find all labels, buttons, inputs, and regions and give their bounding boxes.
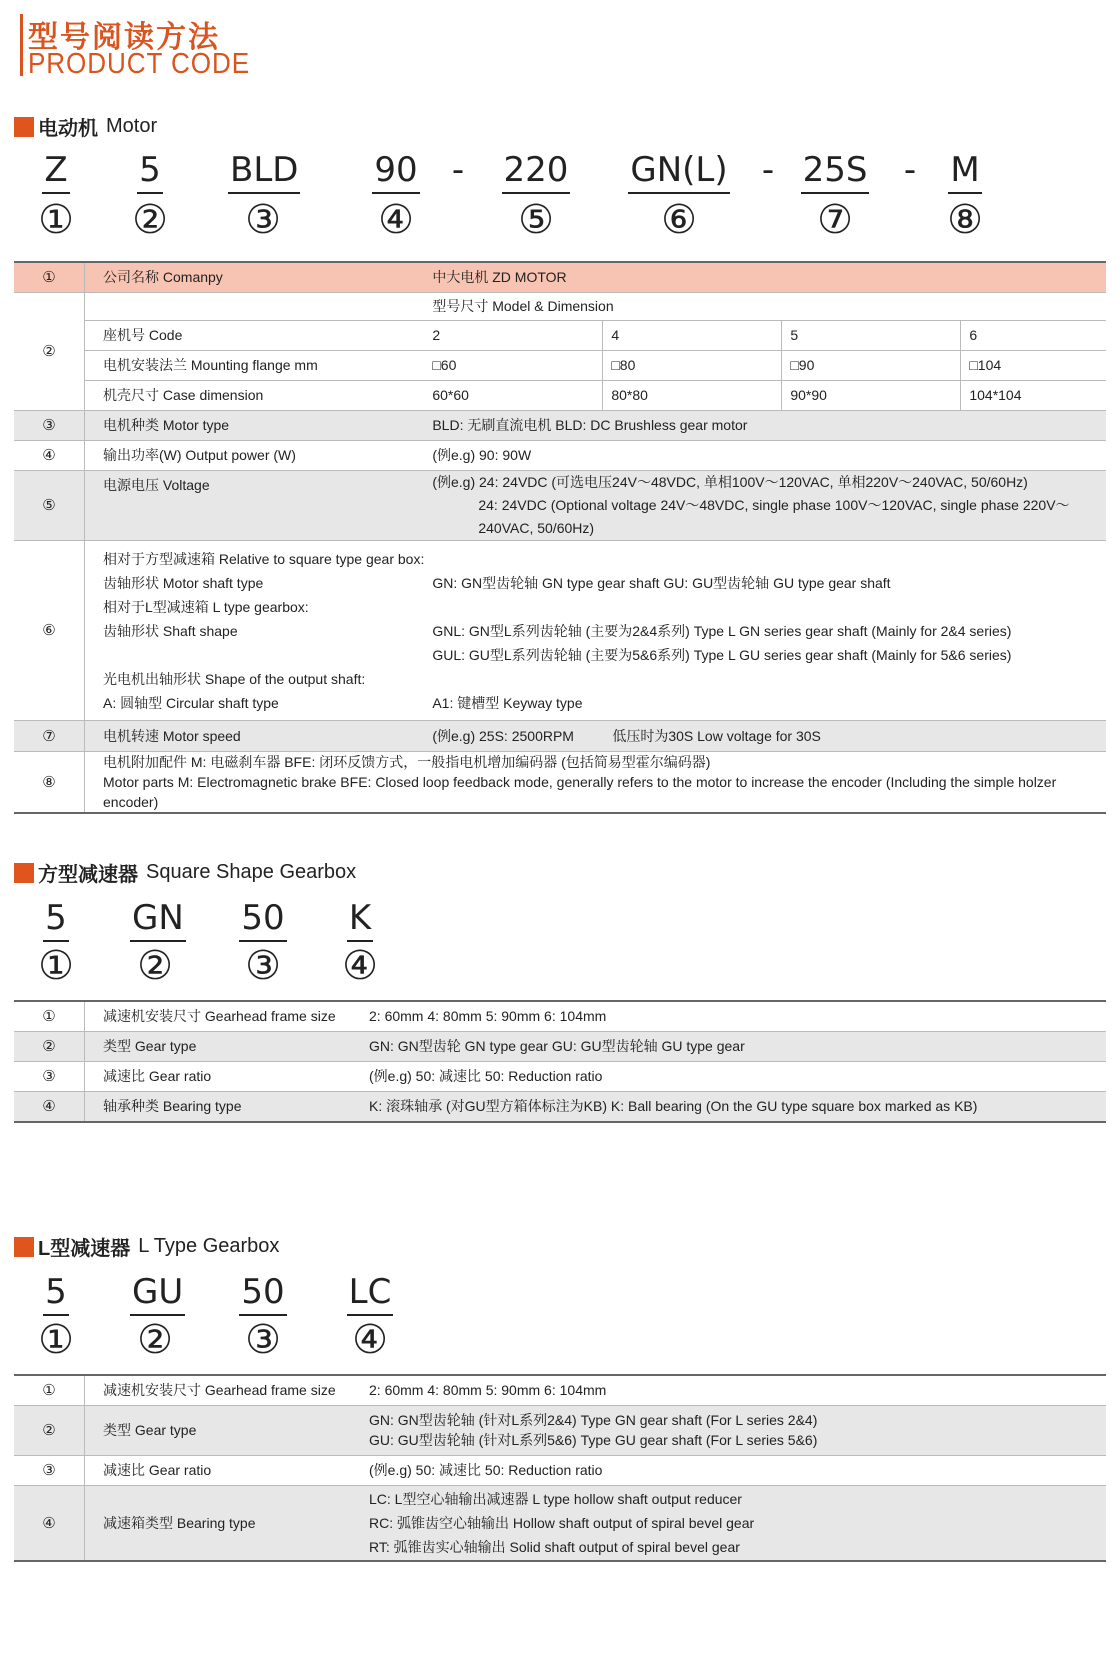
code-segment: 5: [36, 1272, 76, 1316]
cell: 2: [432, 327, 441, 343]
row-value-line: LC: L型空心轴输出减速器 L type hollow shaft output reducer: [369, 1490, 742, 1507]
row-label: 减速机安装尺寸 Gearhead frame size: [103, 1382, 336, 1399]
row-label: 减速比 Gear ratio: [103, 1462, 212, 1478]
table-row: [14, 1001, 1106, 1031]
code-dash: -: [903, 150, 917, 190]
table-row: [14, 410, 1106, 440]
row-value: 低压时为30S Low voltage for 30S: [612, 727, 821, 744]
row-label: 机壳尺寸 Case dimension: [103, 387, 264, 403]
table-row: [14, 1455, 1106, 1485]
row-label: 输出功率(W) Output power (W): [103, 447, 296, 463]
table-row: [14, 1405, 1106, 1455]
position-number: ③: [245, 197, 281, 243]
row-label: 电机种类 Motor type: [85, 410, 425, 440]
table-row: [14, 1031, 1106, 1061]
row-label: 齿轴形状 Motor shaft type: [103, 575, 264, 591]
row-value: 2: 60mm 4: 80mm 5: 90mm 6: 104mm: [369, 1382, 607, 1399]
ltype-spec-table: [14, 1374, 1106, 1562]
position-number: ③: [245, 1317, 281, 1363]
position-number: ①: [38, 1317, 74, 1363]
section-title-cn: L型减速器: [38, 1238, 131, 1260]
cell: □80: [603, 350, 782, 380]
row-value: BLD: 无刷直流电机 BLD: DC Brushless gear motor: [424, 410, 1106, 440]
code-segment: K: [340, 898, 380, 942]
section-title-ltype: [14, 1232, 279, 1261]
cell: 60*60: [432, 387, 469, 403]
table-row: [14, 720, 1106, 751]
cell: 90*90: [782, 380, 961, 410]
row-value: GN: GN型齿轮轴 GN type gear shaft GU: GU型齿轮轴 GU type gear shaft: [432, 575, 891, 591]
position-number: ④: [342, 943, 378, 989]
row-number: ④: [14, 1485, 85, 1561]
row-value: K: 滚珠轴承 (对GU型方箱体标注为KB) K: Ball bearing (On the GU type square box marked as KB): [361, 1091, 1106, 1122]
section-title-square: [14, 858, 356, 887]
position-number: ①: [38, 943, 74, 989]
header-accent-bar: [20, 14, 23, 76]
row-number: ⑥: [14, 540, 85, 720]
row-label: 光电机出轴形状 Shape of the output shaft:: [103, 671, 366, 687]
table-row: [14, 540, 1106, 720]
table-row: [14, 751, 1106, 813]
code-segment: GU: [130, 1272, 180, 1316]
position-number: ④: [378, 197, 414, 243]
position-number: ④: [352, 1317, 388, 1363]
row-number: ③: [14, 1061, 85, 1091]
page-title-cn: 型号阅读方法: [28, 21, 220, 54]
code-segment: 90: [366, 150, 426, 194]
row-value: (例e.g) 90: 90W: [432, 447, 532, 463]
code-segment: GN(L): [624, 150, 734, 194]
cell: □60: [432, 357, 457, 373]
row-value-line: (例e.g) 24: 24VDC (可选电压24V～48VDC, 单相100V～120VAC, 单相220V～240VAC, 50/60Hz): [432, 473, 1028, 490]
row-label: 相对于L型减速箱 L type gearbox:: [103, 599, 309, 615]
code-segment: 5: [36, 898, 76, 942]
row-number: ①: [14, 1001, 85, 1031]
row-value: GN: GN型齿轮 GN type gear GU: GU型齿轮轴 GU type gear: [361, 1031, 1106, 1061]
row-label: 齿轴形状 Shaft shape: [103, 623, 238, 639]
table-row: [14, 470, 1106, 540]
table-row: [14, 440, 1106, 470]
row-label: 相对于方型减速箱 Relative to square type gear box:: [103, 551, 425, 567]
row-label: 减速比 Gear ratio: [103, 1068, 212, 1084]
table-row: [14, 1091, 1106, 1122]
cell: □90: [782, 350, 961, 380]
section-marker: [14, 863, 34, 883]
position-number: ⑤: [518, 197, 554, 243]
row-value: GNL: GN型L系列齿轮轴 (主要为2&4系列) Type L GN series gear shaft (Mainly for 2&4 series): [432, 623, 1012, 639]
code-dash: -: [761, 150, 775, 190]
row-number: ⑦: [14, 720, 85, 751]
row-value: GUL: GU型L系列齿轮轴 (主要为5&6系列) Type L GU series gear shaft (Mainly for 5&6 series): [432, 647, 1012, 663]
row-value-line: 24: 24VDC (Optional voltage 24V～48VDC, single phase 100V～120VAC, single phase 220V～240VAC, 50/60Hz): [478, 496, 1070, 536]
row-label: A: 圆轴型 Circular shaft type: [103, 695, 279, 711]
row-label: 公司名称 Comanpy: [85, 262, 425, 292]
row-value: (例e.g) 25S: 2500RPM: [432, 727, 574, 744]
position-number: ⑥: [661, 197, 697, 243]
section-title-cn: 方型减速器: [38, 864, 138, 886]
row-label: 电源电压 Voltage: [85, 470, 425, 540]
code-segment: GN: [130, 898, 180, 942]
row-number: ①: [14, 1375, 85, 1405]
code-segment: 50: [238, 1272, 288, 1316]
row-label: 轴承种类 Bearing type: [85, 1091, 362, 1122]
page-title-en: PRODUCT CODE: [28, 48, 251, 80]
row-number: ②: [14, 292, 85, 410]
row-number: ⑤: [14, 470, 85, 540]
square-spec-table: [14, 1000, 1106, 1123]
position-number: ③: [245, 943, 281, 989]
position-number: ⑧: [947, 197, 983, 243]
cell: □104: [961, 350, 1106, 380]
row-label: 减速机安装尺寸 Gearhead frame size: [103, 1008, 336, 1025]
row-value: A1: 键槽型 Keyway type: [432, 695, 583, 711]
row-value-line: RT: 弧锥齿实心轴输出 Solid shaft output of spiral bevel gear: [369, 1538, 740, 1555]
row-value-line: RC: 弧锥齿空心轴输出 Hollow shaft output of spiral bevel gear: [369, 1514, 755, 1531]
section-marker: [14, 117, 34, 137]
code-segment: 50: [238, 898, 288, 942]
row-number: ③: [14, 1455, 85, 1485]
row-label: 减速箱类型 Bearing type: [85, 1485, 362, 1561]
code-dash: -: [451, 150, 465, 190]
table-row: [14, 350, 1106, 380]
position-number: ⑦: [817, 197, 853, 243]
row-value: (例e.g) 50: 减速比 50: Reduction ratio: [369, 1462, 603, 1478]
row-number: ④: [14, 1091, 85, 1122]
code-segment: 220: [496, 150, 576, 194]
code-segment: LC: [345, 1272, 395, 1316]
cell: 5: [782, 320, 961, 350]
row-value: 2: 60mm 4: 80mm 5: 90mm 6: 104mm: [369, 1008, 607, 1025]
position-number: ①: [38, 197, 74, 243]
row-number: ②: [14, 1031, 85, 1061]
section-title-en: L Type Gearbox: [138, 1235, 280, 1257]
row-value-line: Motor parts M: Electromagnetic brake BFE: Closed loop feedback mode, generally refers to the motor to increase the encoder (Including the simple holzer encoder): [103, 773, 1057, 810]
row-number: ③: [14, 410, 85, 440]
row-value-line: GN: GN型齿轮轴 (针对L系列2&4) Type GN gear shaft (For L series 2&4): [369, 1412, 818, 1428]
row-number: ②: [14, 1405, 85, 1455]
code-segment: Z: [36, 150, 76, 194]
row-value: (例e.g) 50: 减速比 50: Reduction ratio: [369, 1068, 603, 1084]
row-number: ①: [14, 262, 85, 292]
row-number: ⑧: [14, 751, 85, 813]
table-row: [14, 1375, 1106, 1405]
row-header: 型号尺寸 Model & Dimension: [432, 298, 614, 314]
row-value-line: GU: GU型齿轮轴 (针对L系列5&6) Type GU gear shaft (For L series 5&6): [369, 1432, 818, 1448]
position-number: ②: [137, 1317, 173, 1363]
table-row: [14, 320, 1106, 350]
row-label: 座机号 Code: [103, 327, 183, 343]
cell: 104*104: [961, 380, 1106, 410]
row-value-line: 电机附加配件 M: 电磁刹车器 BFE: 闭环反馈方式，一般指电机增加编码器 (包括简易型霍尔编码器): [103, 753, 711, 770]
row-label: 类型 Gear type: [85, 1031, 362, 1061]
row-label: 电机转速 Motor speed: [85, 720, 425, 751]
table-row: [14, 262, 1106, 292]
code-segment: BLD: [228, 150, 298, 194]
table-row: [14, 1061, 1106, 1091]
section-title-en: Square Shape Gearbox: [146, 861, 357, 883]
cell: 6: [961, 320, 1106, 350]
section-title-cn: 电动机: [38, 118, 98, 140]
row-value: 中大电机 ZD MOTOR: [424, 262, 1106, 292]
row-label: 类型 Gear type: [85, 1405, 362, 1455]
position-number: ②: [132, 197, 168, 243]
table-row: [14, 292, 1106, 320]
code-segment: M: [940, 150, 990, 194]
row-number: ④: [14, 440, 85, 470]
section-title-motor: [14, 112, 157, 141]
position-number: ②: [137, 943, 173, 989]
cell: 80*80: [603, 380, 782, 410]
motor-spec-table: [14, 261, 1106, 814]
code-segment: 25S: [800, 150, 870, 194]
table-row: [14, 1485, 1106, 1561]
cell: 4: [603, 320, 782, 350]
row-label: 电机安装法兰 Mounting flange mm: [103, 357, 318, 373]
table-row: [14, 380, 1106, 410]
section-title-en: Motor: [106, 115, 158, 137]
section-marker: [14, 1237, 34, 1257]
code-segment: 5: [130, 150, 170, 194]
